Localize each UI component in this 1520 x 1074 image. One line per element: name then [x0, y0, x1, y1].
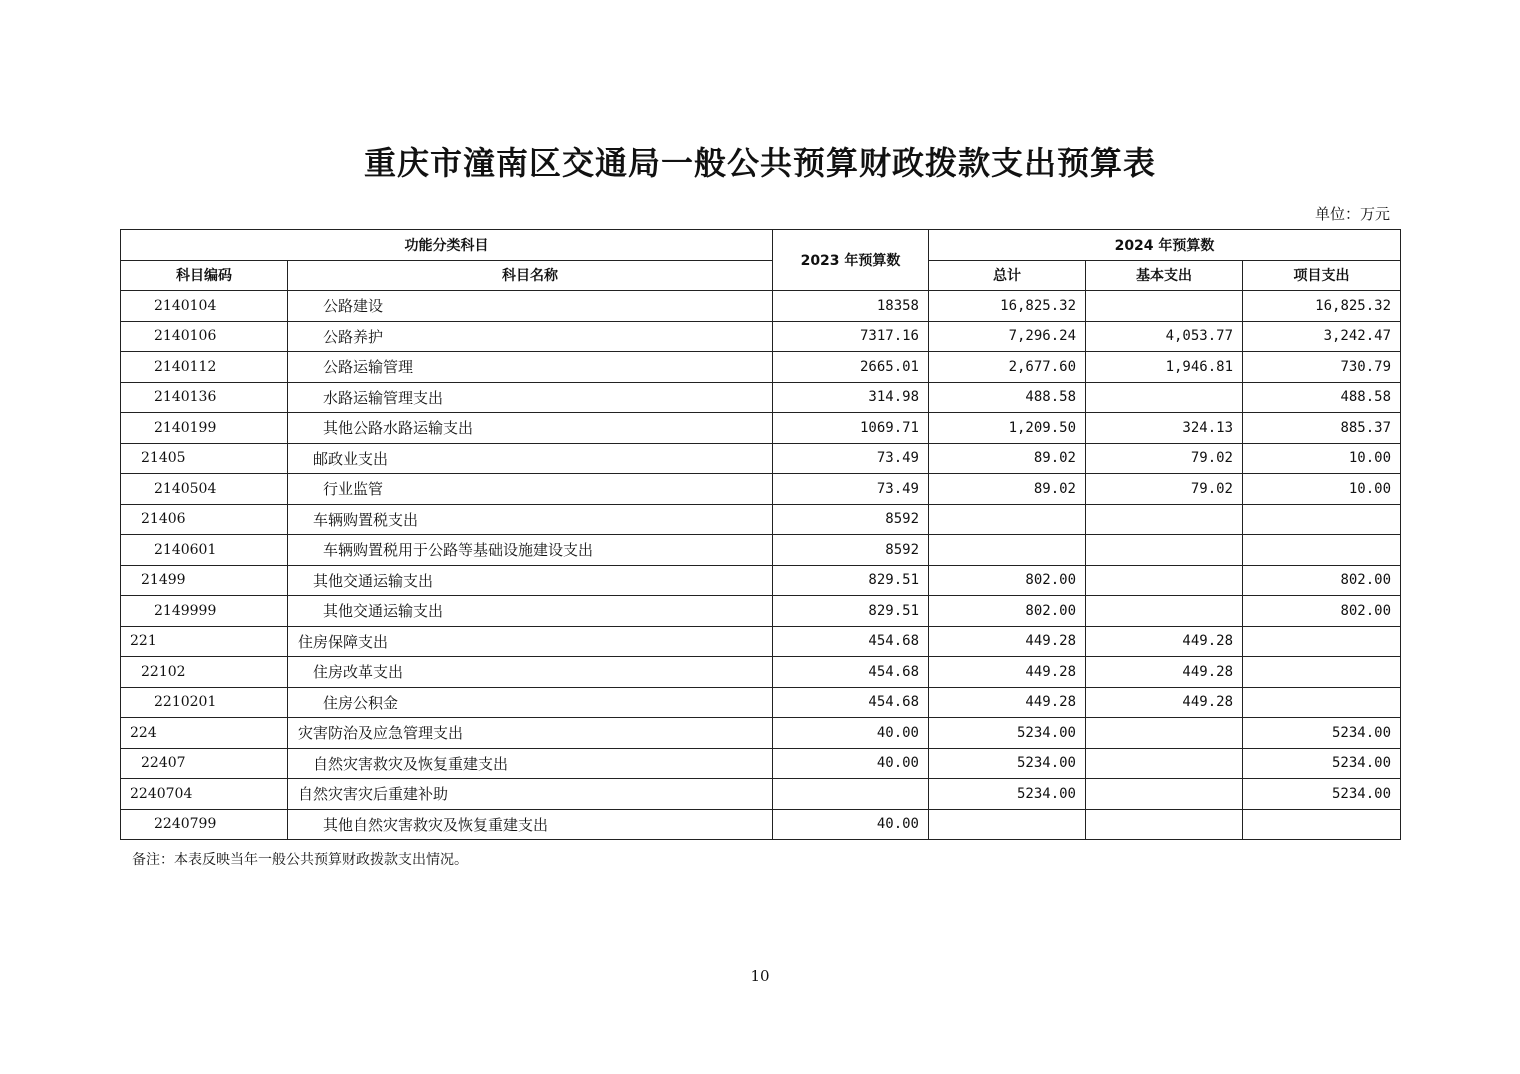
cell-total: 1,209.50	[929, 413, 1086, 444]
table-row	[121, 382, 1401, 413]
cell-basic	[1086, 779, 1243, 810]
cell-total: 89.02	[929, 443, 1086, 474]
table-row	[121, 596, 1401, 627]
table-row	[121, 321, 1401, 352]
header-row-1	[121, 230, 1401, 261]
table-row	[121, 687, 1401, 718]
table-row	[121, 809, 1401, 840]
cell-total	[929, 809, 1086, 840]
table-row	[121, 657, 1401, 688]
cell-name: 车辆购置税支出	[288, 504, 773, 535]
cell-basic	[1086, 596, 1243, 627]
cell-name: 其他公路水路运输支出	[288, 413, 773, 444]
cell-budget-2023	[773, 779, 929, 810]
cell-basic: 449.28	[1086, 657, 1243, 688]
cell-basic	[1086, 565, 1243, 596]
cell-code: 2240799	[121, 809, 288, 840]
cell-total: 802.00	[929, 596, 1086, 627]
cell-total: 2,677.60	[929, 352, 1086, 383]
cell-project: 10.00	[1243, 443, 1401, 474]
cell-project	[1243, 809, 1401, 840]
cell-project: 885.37	[1243, 413, 1401, 444]
cell-project	[1243, 657, 1401, 688]
cell-total: 449.28	[929, 657, 1086, 688]
table-row	[121, 413, 1401, 444]
cell-basic: 449.28	[1086, 626, 1243, 657]
cell-budget-2023: 7317.16	[773, 321, 929, 352]
cell-name: 其他交通运输支出	[288, 596, 773, 627]
cell-budget-2023: 829.51	[773, 565, 929, 596]
cell-total: 7,296.24	[929, 321, 1086, 352]
cell-budget-2023: 73.49	[773, 443, 929, 474]
cell-code: 2140112	[121, 352, 288, 383]
cell-name: 邮政业支出	[288, 443, 773, 474]
cell-budget-2023: 2665.01	[773, 352, 929, 383]
cell-name: 行业监管	[288, 474, 773, 505]
table-row	[121, 474, 1401, 505]
header-budget-2024: 2024 年预算数	[929, 230, 1401, 261]
cell-code: 2240704	[121, 779, 288, 810]
cell-project: 802.00	[1243, 596, 1401, 627]
cell-code: 2140199	[121, 413, 288, 444]
cell-name: 住房公积金	[288, 687, 773, 718]
cell-project: 5234.00	[1243, 779, 1401, 810]
cell-project	[1243, 535, 1401, 566]
cell-basic: 324.13	[1086, 413, 1243, 444]
cell-total: 449.28	[929, 687, 1086, 718]
cell-name: 自然灾害灾后重建补助	[288, 779, 773, 810]
cell-code: 2140601	[121, 535, 288, 566]
cell-name: 其他自然灾害救灾及恢复重建支出	[288, 809, 773, 840]
cell-budget-2023: 454.68	[773, 626, 929, 657]
cell-budget-2023: 18358	[773, 291, 929, 322]
cell-total	[929, 535, 1086, 566]
cell-project	[1243, 504, 1401, 535]
table-row	[121, 504, 1401, 535]
header-basic: 基本支出	[1086, 260, 1243, 291]
cell-name: 住房改革支出	[288, 657, 773, 688]
header-total: 总计	[929, 260, 1086, 291]
cell-project: 730.79	[1243, 352, 1401, 383]
cell-code: 22407	[121, 748, 288, 779]
cell-project: 488.58	[1243, 382, 1401, 413]
cell-budget-2023: 314.98	[773, 382, 929, 413]
budget-table	[120, 229, 1401, 840]
cell-budget-2023: 8592	[773, 535, 929, 566]
cell-code: 2149999	[121, 596, 288, 627]
header-code: 科目编码	[121, 260, 288, 291]
cell-basic: 4,053.77	[1086, 321, 1243, 352]
cell-budget-2023: 40.00	[773, 809, 929, 840]
cell-budget-2023: 8592	[773, 504, 929, 535]
page-title: 重庆市潼南区交通局一般公共预算财政拨款支出预算表	[363, 144, 1156, 182]
cell-basic	[1086, 748, 1243, 779]
page-number: 10	[750, 967, 770, 985]
table-row	[121, 779, 1401, 810]
cell-project: 10.00	[1243, 474, 1401, 505]
cell-total: 488.58	[929, 382, 1086, 413]
cell-budget-2023: 829.51	[773, 596, 929, 627]
cell-name: 公路养护	[288, 321, 773, 352]
cell-project	[1243, 626, 1401, 657]
cell-name: 自然灾害救灾及恢复重建支出	[288, 748, 773, 779]
cell-budget-2023: 1069.71	[773, 413, 929, 444]
cell-basic	[1086, 504, 1243, 535]
cell-budget-2023: 40.00	[773, 718, 929, 749]
cell-name: 灾害防治及应急管理支出	[288, 718, 773, 749]
table-row	[121, 748, 1401, 779]
cell-code: 2210201	[121, 687, 288, 718]
cell-code: 2140104	[121, 291, 288, 322]
cell-code: 2140106	[121, 321, 288, 352]
cell-basic: 449.28	[1086, 687, 1243, 718]
table-row	[121, 718, 1401, 749]
cell-total: 5234.00	[929, 779, 1086, 810]
cell-basic	[1086, 535, 1243, 566]
table-row	[121, 565, 1401, 596]
cell-name: 公路建设	[288, 291, 773, 322]
cell-basic: 79.02	[1086, 474, 1243, 505]
cell-basic	[1086, 809, 1243, 840]
cell-code: 224	[121, 718, 288, 749]
cell-project	[1243, 687, 1401, 718]
cell-name: 公路运输管理	[288, 352, 773, 383]
table-row	[121, 291, 1401, 322]
cell-name: 车辆购置税用于公路等基础设施建设支出	[288, 535, 773, 566]
cell-budget-2023: 454.68	[773, 687, 929, 718]
cell-code: 2140504	[121, 474, 288, 505]
cell-total	[929, 504, 1086, 535]
cell-total: 802.00	[929, 565, 1086, 596]
table-body	[121, 291, 1401, 840]
cell-total: 449.28	[929, 626, 1086, 657]
cell-budget-2023: 73.49	[773, 474, 929, 505]
cell-code: 2140136	[121, 382, 288, 413]
table-row	[121, 443, 1401, 474]
cell-project: 3,242.47	[1243, 321, 1401, 352]
cell-total: 5234.00	[929, 718, 1086, 749]
cell-basic: 1,946.81	[1086, 352, 1243, 383]
header-functional-category: 功能分类科目	[121, 230, 773, 261]
cell-code: 21499	[121, 565, 288, 596]
cell-project: 16,825.32	[1243, 291, 1401, 322]
table-row	[121, 535, 1401, 566]
cell-code: 21406	[121, 504, 288, 535]
cell-name: 水路运输管理支出	[288, 382, 773, 413]
unit-label: 单位：万元	[1314, 205, 1390, 223]
cell-project: 5234.00	[1243, 718, 1401, 749]
cell-code: 221	[121, 626, 288, 657]
cell-project: 802.00	[1243, 565, 1401, 596]
cell-total: 5234.00	[929, 748, 1086, 779]
header-row-2	[121, 260, 1401, 291]
cell-budget-2023: 454.68	[773, 657, 929, 688]
header-project: 项目支出	[1243, 260, 1401, 291]
cell-basic	[1086, 291, 1243, 322]
table-row	[121, 626, 1401, 657]
cell-name: 其他交通运输支出	[288, 565, 773, 596]
cell-basic	[1086, 718, 1243, 749]
cell-code: 22102	[121, 657, 288, 688]
cell-basic	[1086, 382, 1243, 413]
cell-name: 住房保障支出	[288, 626, 773, 657]
cell-basic: 79.02	[1086, 443, 1243, 474]
cell-code: 21405	[121, 443, 288, 474]
header-budget-2023: 2023 年预算数	[773, 230, 929, 291]
cell-total: 16,825.32	[929, 291, 1086, 322]
cell-project: 5234.00	[1243, 748, 1401, 779]
header-name: 科目名称	[288, 260, 773, 291]
cell-total: 89.02	[929, 474, 1086, 505]
cell-budget-2023: 40.00	[773, 748, 929, 779]
footnote: 备注：本表反映当年一般公共预算财政拨款支出情况。	[132, 852, 468, 868]
table-row	[121, 352, 1401, 383]
